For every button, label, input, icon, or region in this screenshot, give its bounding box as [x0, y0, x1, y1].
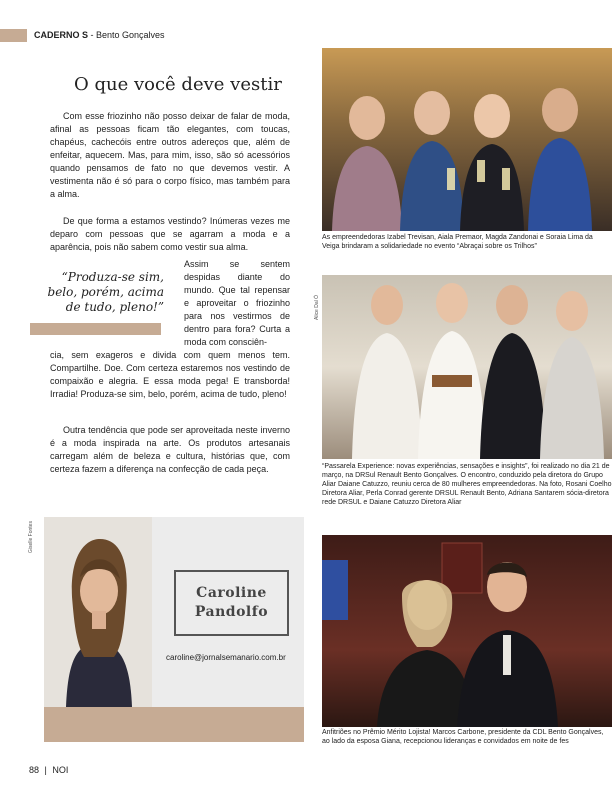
article-paragraph-3-end: cia, sem exageros e divida com quem menos tem. Compartilhe. Doe. Com certeza estaremos nos vestindo de compaixão e alegria. E essa moda pega! E transborda! Irradia! Produza-se sim, belo, porém, acima de tudo, pleno! [50, 350, 290, 399]
section-city: Bento Gonçalves [96, 30, 165, 40]
header-color-bar [0, 29, 27, 42]
section-header [34, 29, 165, 42]
event-photo-3 [322, 535, 612, 727]
author-email[interactable]: caroline@jornalsemanario.com.br [166, 653, 286, 662]
couple-photo-illustration [322, 535, 612, 727]
article-paragraph-3-start: Assim se sentem despidas diante do mundo. Que tal repensar e aproveitar o friozinho para nos vestirmos de dentro para fora? Curta a moda com consciên- [184, 259, 290, 347]
author-color-bar [44, 707, 304, 742]
page-number: 88 [29, 765, 40, 775]
author-photo [44, 517, 152, 707]
event-photo-1 [322, 48, 612, 231]
photo-3-caption: Anfitriões no Prêmio Mérito Lojista! Marcos Carbone, presidente da CDL Bento Gonçalves, ao lado da esposa Giana, recepcionou lideranças e convidados em noite de fes [322, 729, 604, 745]
article-paragraph-2: De que forma a estamos vestindo? Inúmeras vezes me deparo com pessoas que se agarram a moda e a aparência, pois não sabem como vestir sua alma. [50, 216, 290, 252]
group-photo-illustration [322, 275, 612, 459]
author-last-name: Pandolfo [194, 604, 269, 620]
photo-2-caption: “Passarela Experience: novas experiências, sensações e insights”, foi realizado no dia 21 de março, na DRSul Renault Bento Gonçalves. O encontro, conduzido pela diretora do Grupo Aliar Daiane Catuzzo, reuniu cerca de 80 mulheres empreendedoras. Na foto, Rosani Coelho Diretora Aliar, Perla Conrad gerente DRSUL Renault Bento, Adriana Santarem sócia-diretora rede DRSUL e Daiane Catuzzo Diretora Aliar [322, 463, 612, 506]
section-name: CADERNO S [34, 30, 89, 40]
author-portrait-illustration [44, 517, 152, 707]
footer-separator: | [44, 765, 47, 775]
author-name-card [174, 570, 289, 636]
page-footer [29, 765, 68, 775]
author-photo-credit: Giselle Fontes [28, 521, 34, 553]
section-separator: - [88, 30, 97, 40]
article-title: O que você deve vestir [74, 74, 282, 95]
photo-2-credit: Alice Dal Ó [314, 294, 320, 320]
magazine-name: NOI [52, 765, 69, 775]
group-photo-illustration [322, 48, 612, 231]
author-first-name: Caroline [196, 585, 267, 601]
event-photo-2 [322, 275, 612, 459]
photo-1-caption: As empreendedoras Izabel Trevisan, Aiala Premaor, Magda Zandonai e Soraia Lima da Veiga brindaram a solidariedade no evento “Abraçai sobre os Trilhos” [322, 234, 593, 250]
pull-quote: “Produza-se sim, belo, porém, acima de tudo, pleno!” [47, 270, 164, 314]
pull-quote-bar [30, 323, 161, 335]
article-paragraph-4: Outra tendência que pode ser aproveitada neste inverno é a moda inspirada na arte. Os produtos artesanais carregam além de beleza e cultura, histórias que, com certeza fazem a diferença na confecção de cada peça. [50, 425, 290, 474]
article-paragraph-1: Com esse friozinho não posso deixar de falar de moda, afinal as pessoas ficam tão elegantes, com toucas, chapéus, cachecóis entre outros adereços que, além de enfeitar, aquecem. Mas, para mim, isso, são só acessórios quando pensamos de fato no que devemos vestir. A vestimenta não é só para o corpo físico, mas também para a alma. [50, 111, 290, 199]
